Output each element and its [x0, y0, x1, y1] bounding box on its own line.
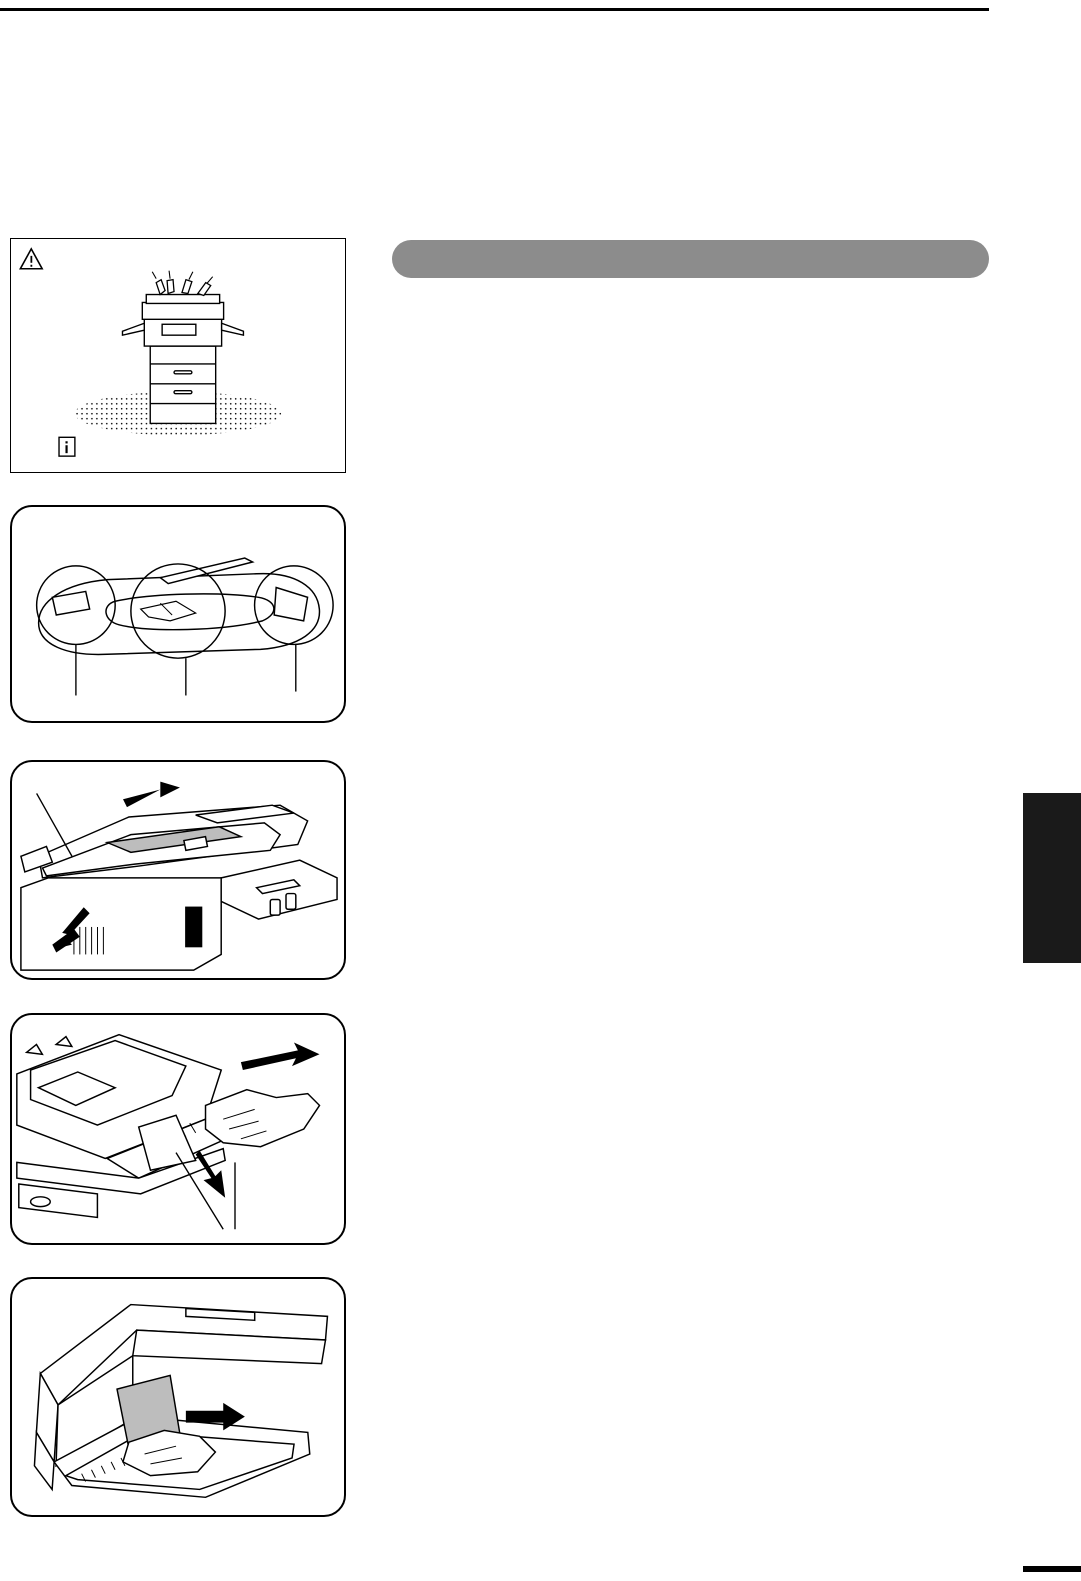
top-page-rule: [0, 8, 989, 11]
document-feeder-top-detail: [10, 505, 346, 723]
leader-line: [37, 793, 72, 856]
information-note-icon: [59, 437, 75, 456]
pull-misfed-original-right-illustration: [10, 1013, 346, 1245]
caution-machine-illustration: [10, 238, 346, 473]
lift-document-cover-platen-illustration: [10, 1277, 346, 1517]
chapter-edge-tab: [1023, 793, 1081, 963]
warning-triangle-icon: [20, 249, 42, 269]
section-heading-bar: [392, 240, 989, 278]
bottom-page-rule: [1023, 1566, 1081, 1572]
open-feeder-cover-illustration: [10, 760, 346, 980]
